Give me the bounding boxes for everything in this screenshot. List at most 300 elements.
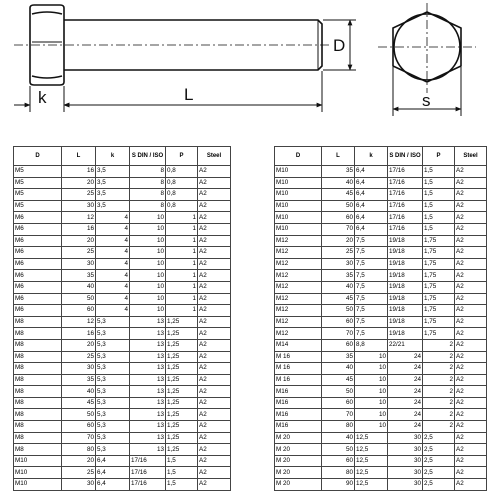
cell-steel: A2	[455, 177, 487, 189]
cell-k: 7,5	[355, 316, 388, 328]
cell-steel: A2	[198, 235, 231, 247]
cell-l: 20	[322, 235, 355, 247]
cell-k: 4	[96, 235, 130, 247]
cell-d: M6	[14, 212, 62, 224]
cell-steel: A2	[198, 316, 231, 328]
cell-l: 60	[322, 455, 355, 467]
cell-s: 19/18	[388, 328, 423, 340]
cell-steel: A2	[198, 421, 231, 433]
cell-p: 1	[166, 235, 198, 247]
cell-p: 1,25	[166, 421, 198, 433]
cell-d: M12	[275, 305, 322, 317]
cell-p: 1	[166, 305, 198, 317]
cell-p: 1,75	[423, 316, 455, 328]
cell-k: 5,3	[96, 328, 130, 340]
header-steel: Steel	[455, 147, 487, 166]
cell-l: 45	[322, 374, 355, 386]
cell-d: M8	[14, 328, 62, 340]
table-row	[275, 455, 487, 467]
cell-k: 7,5	[355, 305, 388, 317]
cell-steel: A2	[198, 432, 231, 444]
cell-d: M16	[275, 421, 322, 433]
cell-s: 13	[130, 339, 166, 351]
cell-p: 1,75	[423, 258, 455, 270]
cell-s: 13	[130, 432, 166, 444]
cell-k: 10	[355, 374, 388, 386]
cell-d: M10	[275, 177, 322, 189]
cell-steel: A2	[455, 316, 487, 328]
cell-l: 20	[62, 339, 96, 351]
s-dimension-label: s	[422, 91, 431, 110]
table-row	[14, 444, 231, 456]
cell-l: 35	[62, 374, 96, 386]
d-dimension-label: D	[333, 36, 346, 55]
table-row	[14, 247, 231, 259]
cell-s: 13	[130, 409, 166, 421]
cell-k: 3,5	[96, 189, 130, 201]
cell-l: 35	[62, 270, 96, 282]
table-row	[14, 258, 231, 270]
cell-steel: A2	[198, 281, 231, 293]
cell-steel: A2	[198, 212, 231, 224]
cell-d: M16	[275, 397, 322, 409]
cell-s: 17/16	[130, 455, 166, 467]
cell-p: 2	[423, 397, 455, 409]
table-row	[275, 189, 487, 201]
cell-l: 25	[62, 247, 96, 259]
cell-p: 1	[166, 212, 198, 224]
cell-p: 0,8	[166, 200, 198, 212]
table-row	[14, 374, 231, 386]
cell-l: 12	[62, 316, 96, 328]
cell-s: 13	[130, 444, 166, 456]
cell-l: 40	[322, 281, 355, 293]
cell-s: 10	[130, 223, 166, 235]
header-d: D	[14, 147, 62, 166]
cell-steel: A2	[198, 166, 231, 178]
cell-p: 2,5	[423, 432, 455, 444]
header-s-din-iso: S DIN / ISO	[388, 147, 423, 166]
cell-steel: A2	[198, 293, 231, 305]
cell-d: M12	[275, 316, 322, 328]
cell-s: 10	[130, 258, 166, 270]
cell-d: M10	[14, 455, 62, 467]
cell-steel: A2	[455, 247, 487, 259]
cell-s: 8	[130, 189, 166, 201]
table-row	[275, 281, 487, 293]
cell-s: 13	[130, 397, 166, 409]
cell-k: 7,5	[355, 258, 388, 270]
table-row	[14, 455, 231, 467]
cell-d: M6	[14, 270, 62, 282]
cell-steel: A2	[455, 328, 487, 340]
cell-p: 1,5	[423, 223, 455, 235]
cell-p: 1	[166, 223, 198, 235]
table-row	[275, 258, 487, 270]
cell-l: 60	[322, 339, 355, 351]
cell-steel: A2	[455, 455, 487, 467]
cell-steel: A2	[455, 421, 487, 433]
cell-l: 25	[62, 467, 96, 479]
cell-p: 1,25	[166, 351, 198, 363]
cell-d: M12	[275, 293, 322, 305]
cell-l: 70	[322, 409, 355, 421]
cell-d: M10	[275, 212, 322, 224]
cell-s: 19/18	[388, 270, 423, 282]
cell-l: 25	[62, 351, 96, 363]
cell-d: M 16	[275, 351, 322, 363]
cell-d: M5	[14, 189, 62, 201]
k-dimension-label: k	[38, 88, 47, 107]
cell-l: 30	[62, 200, 96, 212]
table-row	[275, 444, 487, 456]
cell-k: 10	[355, 409, 388, 421]
table-row	[275, 223, 487, 235]
cell-p: 0,8	[166, 177, 198, 189]
table-row	[14, 467, 231, 479]
cell-s: 17/16	[388, 212, 423, 224]
cell-l: 20	[62, 235, 96, 247]
cell-k: 5,3	[96, 421, 130, 433]
cell-l: 80	[322, 421, 355, 433]
cell-l: 50	[322, 305, 355, 317]
cell-p: 2	[423, 421, 455, 433]
cell-l: 60	[62, 421, 96, 433]
cell-steel: A2	[455, 467, 487, 479]
table-row	[14, 305, 231, 317]
cell-k: 6,4	[355, 177, 388, 189]
cell-l: 45	[322, 189, 355, 201]
cell-d: M8	[14, 432, 62, 444]
cell-k: 10	[355, 363, 388, 375]
cell-p: 2	[423, 363, 455, 375]
cell-k: 8,8	[355, 339, 388, 351]
cell-steel: A2	[455, 397, 487, 409]
cell-steel: A2	[455, 339, 487, 351]
cell-k: 5,3	[96, 397, 130, 409]
cell-s: 10	[130, 293, 166, 305]
cell-steel: A2	[455, 258, 487, 270]
cell-l: 45	[62, 397, 96, 409]
table-row	[14, 281, 231, 293]
cell-l: 50	[322, 200, 355, 212]
cell-s: 10	[130, 235, 166, 247]
cell-k: 5,3	[96, 432, 130, 444]
cell-l: 60	[322, 316, 355, 328]
cell-p: 1,5	[423, 200, 455, 212]
cell-k: 6,4	[96, 467, 130, 479]
cell-k: 7,5	[355, 247, 388, 259]
cell-p: 1,75	[423, 247, 455, 259]
cell-steel: A2	[455, 351, 487, 363]
cell-l: 16	[62, 328, 96, 340]
cell-d: M10	[275, 166, 322, 178]
cell-k: 6,4	[96, 455, 130, 467]
table-row	[275, 421, 487, 433]
cell-steel: A2	[198, 363, 231, 375]
cell-l: 35	[322, 270, 355, 282]
cell-k: 3,5	[96, 166, 130, 178]
cell-steel: A2	[455, 444, 487, 456]
cell-p: 1,5	[423, 166, 455, 178]
cell-l: 20	[62, 455, 96, 467]
cell-d: M12	[275, 247, 322, 259]
cell-s: 24	[388, 386, 423, 398]
table-row	[275, 235, 487, 247]
cell-d: M6	[14, 293, 62, 305]
cell-l: 30	[62, 258, 96, 270]
cell-steel: A2	[455, 305, 487, 317]
cell-k: 4	[96, 247, 130, 259]
l-dimension-label: L	[184, 85, 194, 104]
table-header-row	[275, 147, 487, 166]
cell-k: 3,5	[96, 200, 130, 212]
table-row	[275, 409, 487, 421]
cell-d: M8	[14, 316, 62, 328]
cell-k: 7,5	[355, 270, 388, 282]
cell-l: 16	[62, 223, 96, 235]
cell-p: 1,5	[423, 177, 455, 189]
cell-d: M12	[275, 235, 322, 247]
cell-p: 1	[166, 281, 198, 293]
cell-p: 2,5	[423, 467, 455, 479]
table-row	[275, 479, 487, 491]
table-row	[14, 386, 231, 398]
cell-k: 12,5	[355, 432, 388, 444]
cell-k: 7,5	[355, 235, 388, 247]
cell-k: 10	[355, 386, 388, 398]
cell-p: 2,5	[423, 479, 455, 491]
cell-s: 8	[130, 177, 166, 189]
table-row	[14, 363, 231, 375]
cell-d: M 20	[275, 467, 322, 479]
cell-k: 5,3	[96, 339, 130, 351]
cell-k: 4	[96, 270, 130, 282]
table-row	[275, 177, 487, 189]
cell-d: M 16	[275, 374, 322, 386]
cell-p: 1,25	[166, 363, 198, 375]
cell-p: 2	[423, 339, 455, 351]
cell-l: 50	[322, 444, 355, 456]
cell-steel: A2	[198, 200, 231, 212]
cell-l: 80	[322, 467, 355, 479]
cell-d: M8	[14, 363, 62, 375]
cell-d: M8	[14, 351, 62, 363]
table-body	[275, 166, 487, 491]
cell-s: 22/21	[388, 339, 423, 351]
cell-l: 60	[62, 305, 96, 317]
cell-steel: A2	[455, 270, 487, 282]
header-d: D	[275, 147, 322, 166]
cell-k: 5,3	[96, 444, 130, 456]
cell-steel: A2	[198, 351, 231, 363]
cell-d: M 20	[275, 479, 322, 491]
cell-s: 24	[388, 421, 423, 433]
cell-l: 12	[62, 212, 96, 224]
table-row	[275, 316, 487, 328]
cell-s: 19/18	[388, 316, 423, 328]
cell-d: M12	[275, 258, 322, 270]
cell-d: M10	[14, 479, 62, 491]
cell-s: 30	[388, 455, 423, 467]
cell-steel: A2	[198, 328, 231, 340]
cell-k: 10	[355, 351, 388, 363]
cell-d: M8	[14, 386, 62, 398]
cell-d: M6	[14, 223, 62, 235]
table-row	[14, 339, 231, 351]
cell-s: 10	[130, 305, 166, 317]
table-row	[275, 305, 487, 317]
cell-d: M 20	[275, 455, 322, 467]
cell-d: M12	[275, 270, 322, 282]
cell-p: 1	[166, 247, 198, 259]
cell-p: 1,25	[166, 409, 198, 421]
table-header-row	[14, 147, 231, 166]
table-row	[275, 328, 487, 340]
cell-d: M5	[14, 177, 62, 189]
cell-l: 35	[322, 166, 355, 178]
cell-k: 7,5	[355, 293, 388, 305]
cell-k: 7,5	[355, 281, 388, 293]
cell-steel: A2	[455, 432, 487, 444]
cell-s: 24	[388, 374, 423, 386]
cell-l: 50	[62, 409, 96, 421]
cell-k: 10	[355, 421, 388, 433]
cell-p: 1,25	[166, 397, 198, 409]
cell-l: 80	[62, 444, 96, 456]
cell-steel: A2	[455, 374, 487, 386]
table-row	[14, 432, 231, 444]
cell-d: M6	[14, 305, 62, 317]
cell-p: 1,5	[423, 212, 455, 224]
table-row	[275, 386, 487, 398]
cell-p: 1,25	[166, 339, 198, 351]
cell-steel: A2	[198, 374, 231, 386]
cell-k: 12,5	[355, 467, 388, 479]
cell-s: 13	[130, 328, 166, 340]
cell-s: 24	[388, 397, 423, 409]
cell-s: 17/16	[388, 200, 423, 212]
cell-s: 17/16	[388, 223, 423, 235]
cell-p: 1,25	[166, 386, 198, 398]
bolt-spec-table-right	[274, 146, 487, 491]
cell-p: 1,25	[166, 374, 198, 386]
cell-steel: A2	[198, 258, 231, 270]
cell-d: M6	[14, 281, 62, 293]
table-row	[14, 235, 231, 247]
cell-s: 13	[130, 386, 166, 398]
cell-d: M10	[14, 467, 62, 479]
table-row	[275, 374, 487, 386]
cell-p: 1,25	[166, 432, 198, 444]
cell-k: 6,4	[355, 212, 388, 224]
header-steel: Steel	[198, 147, 231, 166]
cell-p: 2,5	[423, 444, 455, 456]
cell-l: 70	[322, 328, 355, 340]
cell-d: M8	[14, 421, 62, 433]
cell-s: 10	[130, 270, 166, 282]
cell-l: 60	[322, 397, 355, 409]
cell-p: 1,5	[423, 189, 455, 201]
table-row	[14, 177, 231, 189]
cell-l: 90	[322, 479, 355, 491]
table-row	[14, 479, 231, 491]
header-p: P	[423, 147, 455, 166]
cell-k: 5,3	[96, 409, 130, 421]
cell-steel: A2	[198, 270, 231, 282]
table-row	[275, 212, 487, 224]
cell-l: 30	[62, 363, 96, 375]
table-row	[14, 223, 231, 235]
cell-d: M12	[275, 328, 322, 340]
cell-steel: A2	[198, 305, 231, 317]
table-row	[275, 293, 487, 305]
cell-p: 1	[166, 293, 198, 305]
cell-l: 30	[322, 258, 355, 270]
cell-l: 40	[62, 281, 96, 293]
cell-s: 10	[130, 247, 166, 259]
cell-s: 17/16	[130, 467, 166, 479]
cell-k: 12,5	[355, 479, 388, 491]
cell-l: 70	[62, 432, 96, 444]
table-row	[275, 397, 487, 409]
cell-s: 19/18	[388, 293, 423, 305]
cell-steel: A2	[198, 467, 231, 479]
cell-l: 60	[322, 212, 355, 224]
cell-s: 30	[388, 444, 423, 456]
cell-steel: A2	[198, 223, 231, 235]
cell-s: 17/16	[388, 166, 423, 178]
cell-p: 0,8	[166, 166, 198, 178]
cell-s: 19/18	[388, 258, 423, 270]
bolt-side-view	[14, 5, 330, 85]
table-row	[14, 189, 231, 201]
cell-s: 19/18	[388, 235, 423, 247]
table-row	[275, 432, 487, 444]
cell-s: 10	[130, 281, 166, 293]
header-k: k	[96, 147, 130, 166]
table-row	[14, 409, 231, 421]
cell-d: M10	[275, 200, 322, 212]
cell-steel: A2	[455, 409, 487, 421]
table-row	[14, 316, 231, 328]
cell-p: 1,5	[166, 467, 198, 479]
cell-k: 6,4	[96, 479, 130, 491]
cell-l: 40	[322, 177, 355, 189]
table-row	[14, 328, 231, 340]
cell-steel: A2	[455, 293, 487, 305]
cell-steel: A2	[198, 397, 231, 409]
cell-p: 2	[423, 374, 455, 386]
cell-p: 1,25	[166, 328, 198, 340]
cell-p: 1,75	[423, 328, 455, 340]
cell-s: 17/16	[388, 189, 423, 201]
cell-steel: A2	[455, 189, 487, 201]
table-row	[275, 339, 487, 351]
cell-steel: A2	[198, 386, 231, 398]
table-body	[14, 166, 231, 491]
cell-s: 19/18	[388, 305, 423, 317]
cell-d: M16	[275, 409, 322, 421]
cell-p: 2	[423, 351, 455, 363]
table-row	[14, 351, 231, 363]
cell-p: 1,75	[423, 305, 455, 317]
cell-l: 50	[62, 293, 96, 305]
table-row	[275, 270, 487, 282]
cell-steel: A2	[198, 247, 231, 259]
cell-d: M6	[14, 235, 62, 247]
cell-l: 40	[322, 363, 355, 375]
